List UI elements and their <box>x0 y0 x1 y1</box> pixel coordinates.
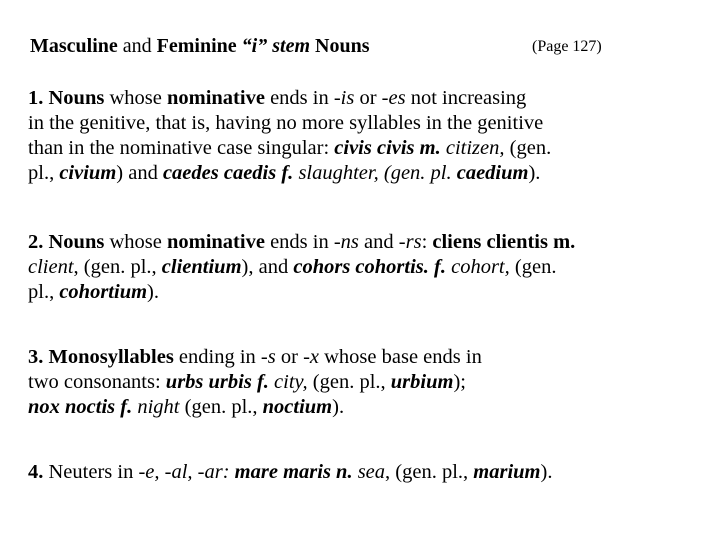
text-run: -x <box>303 346 319 368</box>
text-run: urbium <box>390 371 454 393</box>
text-run: urbs urbis f. <box>165 371 269 393</box>
text-run: clientium <box>161 256 242 278</box>
rule-paragraph-3 <box>28 345 708 420</box>
text-run: or <box>275 346 304 368</box>
text-line <box>28 255 708 280</box>
text-run: citizen, <box>445 137 505 159</box>
text-run: -is <box>333 87 355 109</box>
text-line <box>28 136 708 161</box>
text-run: 2. Nouns <box>28 231 105 253</box>
text-run: caedium <box>456 162 529 184</box>
text-run: city, <box>274 371 308 393</box>
text-run: ). <box>147 281 159 303</box>
text-line <box>28 370 708 395</box>
text-run: (gen. pl., <box>307 371 391 393</box>
text-run: (gen. <box>509 256 557 278</box>
text-run: client <box>28 256 74 278</box>
text-run: nox noctis f. <box>28 396 133 418</box>
text-run: whose <box>104 87 167 109</box>
text-run: nominative <box>166 87 265 109</box>
text-run: -es <box>381 87 406 109</box>
page-reference: (Page 127) <box>532 38 602 55</box>
text-run: -rs <box>398 231 422 253</box>
text-line <box>28 161 708 186</box>
text-run: 4. <box>28 461 44 483</box>
text-line <box>28 230 708 255</box>
text-run: caedes caedis f. <box>162 162 294 184</box>
text-run: ). <box>528 162 541 184</box>
text-line <box>28 86 708 111</box>
text-run: or <box>354 87 382 109</box>
text-run: , (gen. pl., <box>385 461 474 483</box>
page-title <box>30 34 370 58</box>
text-run: noctium <box>262 396 333 418</box>
text-run: cohors cohortis. f. <box>293 256 446 278</box>
text-run: ). <box>332 396 345 418</box>
text-run: “i” stem <box>241 35 311 57</box>
text-run: Neuters in <box>43 461 139 483</box>
text-run: cohort, <box>451 256 510 278</box>
text-run: , (gen. pl., <box>73 256 162 278</box>
text-run: ) and <box>116 162 163 184</box>
rule-paragraph-2 <box>28 230 708 305</box>
text-line <box>28 460 708 485</box>
text-run: cliens clientis m. <box>432 231 576 253</box>
text-run: ). <box>540 461 553 483</box>
text-run: ends in <box>264 87 334 109</box>
text-run: Masculine <box>30 35 118 57</box>
text-run: night <box>137 396 180 418</box>
text-run: in the genitive, that is, having no more syllables in the genitive <box>28 112 544 134</box>
text-run: ); <box>453 371 466 393</box>
text-run: Nouns <box>315 35 370 57</box>
text-run: 3. Monosyllables <box>28 346 174 368</box>
text-run: cohortium <box>59 281 148 303</box>
text-run: civium <box>59 162 117 184</box>
text-run: whose <box>104 231 167 253</box>
text-run: : <box>421 231 433 253</box>
text-line <box>28 395 708 420</box>
text-line <box>28 280 708 305</box>
text-run: (gen. <box>504 137 552 159</box>
text-run: 1. Nouns <box>28 87 105 109</box>
text-run: pl., <box>28 162 60 184</box>
text-run: two consonants: <box>28 371 166 393</box>
text-run: Feminine <box>156 35 237 57</box>
text-run: marium <box>473 461 541 483</box>
text-run: (gen. pl., <box>179 396 263 418</box>
text-run: sea <box>357 461 386 483</box>
text-run: -s <box>260 346 276 368</box>
text-line <box>28 111 708 136</box>
text-run: ), and <box>241 256 294 278</box>
text-line <box>28 345 708 370</box>
text-run: and <box>117 35 157 57</box>
text-run: slaughter, (gen. pl. <box>298 162 452 184</box>
text-run: pl., <box>28 281 60 303</box>
text-run: and <box>358 231 399 253</box>
text-run: civis civis m. <box>334 137 441 159</box>
text-run: mare maris n. <box>234 461 353 483</box>
text-run: nominative <box>166 231 265 253</box>
text-run: -ns <box>333 231 359 253</box>
rule-paragraph-4 <box>28 460 708 485</box>
rule-paragraph-1 <box>28 86 708 186</box>
text-run: ends in <box>264 231 334 253</box>
text-run: than in the nominative case singular: <box>28 137 335 159</box>
text-run: -e, -al, -ar: <box>138 461 230 483</box>
text-run: not increasing <box>405 87 527 109</box>
text-run: whose base ends in <box>319 346 482 368</box>
text-run: ending in <box>173 346 261 368</box>
